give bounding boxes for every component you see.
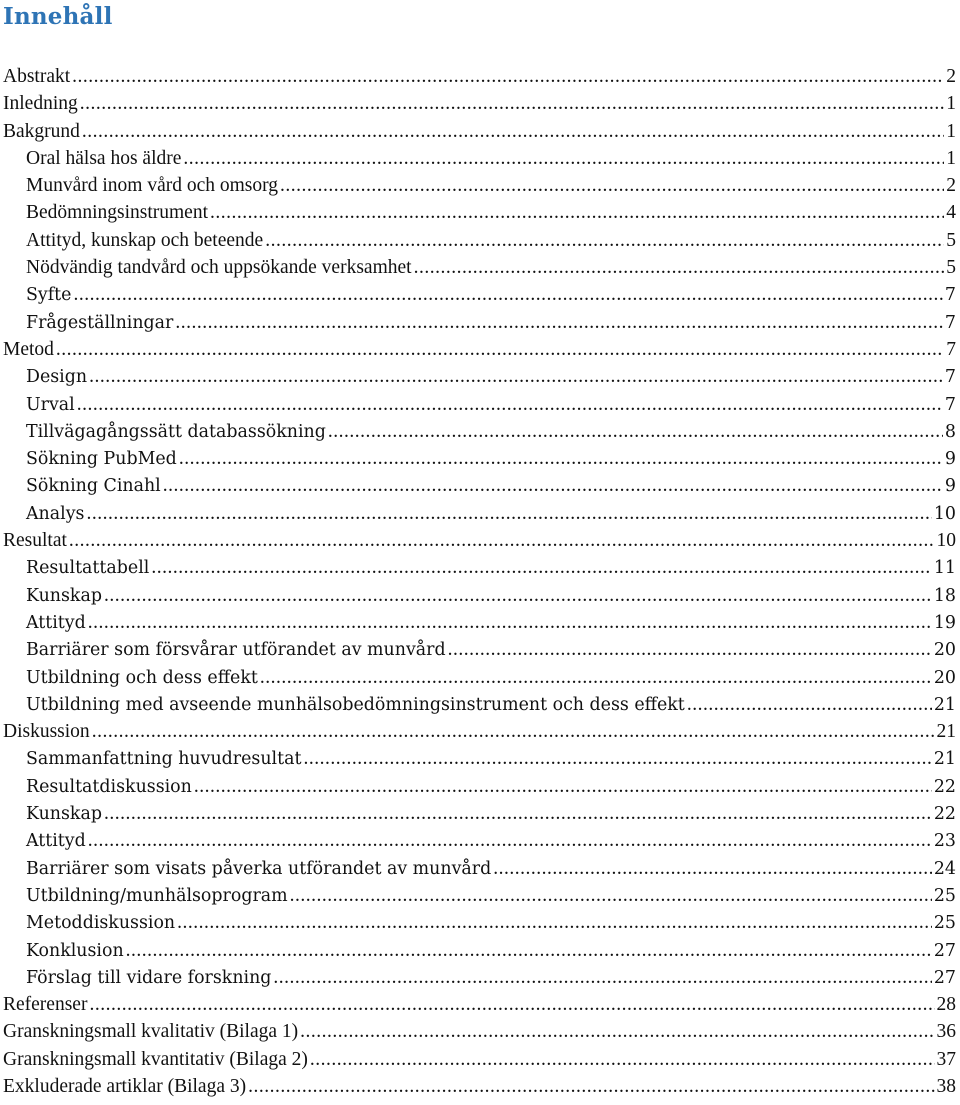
toc-entry[interactable] — [3, 418, 956, 445]
toc-entry[interactable] — [3, 336, 956, 363]
toc-entry[interactable] — [3, 745, 956, 772]
toc-entry-page-number: 36 — [936, 1021, 956, 1043]
toc-entry-page-number: 5 — [946, 257, 956, 279]
toc-entry-page-number: 8 — [944, 421, 956, 442]
toc-entry-page-number: 25 — [933, 885, 956, 906]
toc-dot-leader — [310, 1046, 935, 1073]
toc-dot-leader — [126, 937, 932, 964]
toc-entry-title[interactable]: Inledning — [3, 93, 78, 115]
toc-entry-page-number: 24 — [933, 858, 956, 879]
toc-entry-page-number: 10 — [936, 530, 956, 552]
toc-dot-leader — [151, 554, 932, 581]
toc-entry-title[interactable]: Konklusion — [26, 940, 124, 961]
toc-dot-leader — [89, 363, 943, 390]
toc-entry-page-number: 9 — [944, 449, 956, 470]
toc-dot-leader — [300, 1018, 934, 1045]
toc-dot-leader — [248, 1073, 934, 1100]
toc-entry[interactable] — [3, 90, 956, 117]
toc-entry[interactable] — [3, 118, 956, 145]
toc-entry-title[interactable]: Bedömningsinstrument — [26, 202, 208, 224]
toc-entry-page-number: 37 — [936, 1048, 956, 1070]
toc-entry-page-number: 25 — [933, 913, 956, 934]
toc-dot-leader — [290, 882, 932, 909]
toc-entry-page-number: 27 — [933, 940, 956, 961]
toc-entry-title[interactable]: Oral hälsa hos äldre — [26, 147, 182, 169]
toc-entry[interactable] — [3, 773, 956, 800]
toc-entry-title[interactable]: Kunskap — [26, 585, 102, 606]
toc-entry-title[interactable]: Bakgrund — [3, 120, 80, 142]
toc-entry[interactable] — [3, 199, 956, 226]
toc-entry-title[interactable]: Urval — [26, 394, 75, 415]
toc-entry-title[interactable]: Barriärer som försvårar utförandet av munvård — [26, 640, 446, 661]
toc-heading: Innehåll — [3, 3, 113, 30]
toc-entry-page-number: 7 — [944, 312, 956, 333]
toc-dot-leader — [73, 281, 942, 308]
toc-dot-leader — [303, 745, 931, 772]
toc-entry[interactable] — [3, 882, 956, 909]
toc-entry[interactable] — [3, 800, 956, 827]
toc-dot-leader — [280, 172, 944, 199]
toc-entry-title[interactable]: Utbildning/munhälsoprogram — [26, 885, 288, 906]
toc-entry[interactable] — [3, 855, 956, 882]
toc-entry-title[interactable]: Resultattabell — [26, 558, 150, 579]
toc-entry-title[interactable]: Attityd — [26, 612, 86, 633]
toc-entry-page-number: 7 — [944, 394, 956, 415]
toc-entry-page-number: 7 — [946, 338, 956, 360]
toc-entry-title[interactable]: Analys — [26, 503, 85, 524]
toc-entry-title[interactable]: Utbildning och dess effekt — [26, 667, 258, 688]
toc-entry-title[interactable]: Metoddiskussion — [26, 913, 176, 934]
toc-entry[interactable] — [3, 636, 956, 663]
toc-dot-leader — [82, 118, 944, 145]
toc-entry[interactable] — [3, 718, 956, 745]
toc-entry-page-number: 1 — [946, 93, 956, 115]
toc-entry[interactable] — [3, 1073, 956, 1100]
toc-entry[interactable] — [3, 445, 956, 472]
toc-entry-title[interactable]: Abstrakt — [3, 66, 71, 87]
toc-entry[interactable] — [3, 63, 956, 90]
toc-entry[interactable] — [3, 254, 956, 281]
toc-entry-page-number: 4 — [946, 202, 956, 224]
toc-entry-title[interactable]: Sökning PubMed — [26, 449, 177, 470]
toc-dot-leader — [80, 90, 945, 117]
toc-entry[interactable] — [3, 500, 956, 527]
toc-entry-title[interactable]: Frågeställningar — [26, 312, 174, 333]
toc-entry-title[interactable]: Metod — [3, 338, 54, 360]
toc-entry-page-number: 7 — [944, 367, 956, 388]
toc-entry-page-number: 9 — [944, 476, 956, 497]
toc-entry-title[interactable]: Syfte — [26, 285, 72, 306]
toc-entry[interactable] — [3, 145, 956, 172]
toc-dot-leader — [69, 527, 935, 554]
toc-entry[interactable] — [3, 691, 956, 718]
toc-dot-leader — [448, 636, 932, 663]
toc-entry[interactable] — [3, 909, 956, 936]
toc-entry-page-number: 22 — [933, 804, 956, 825]
toc-entry-page-number: 7 — [944, 285, 956, 306]
toc-dot-leader — [273, 964, 931, 991]
toc-entry-page-number: 21 — [933, 694, 956, 715]
toc-entry-page-number: 2 — [946, 66, 956, 87]
toc-dot-leader — [104, 582, 932, 609]
toc-entry-page-number: 38 — [936, 1075, 956, 1097]
toc-entry-page-number: 2 — [946, 175, 956, 197]
toc-entry-title[interactable]: Resultat — [3, 530, 67, 552]
toc-entry[interactable] — [3, 227, 956, 254]
toc-dot-leader — [89, 991, 934, 1018]
toc-entry-page-number: 10 — [933, 503, 956, 524]
toc-dot-leader — [210, 199, 944, 226]
toc-entry-title[interactable]: Resultatdiskussion — [26, 776, 192, 797]
toc-entry[interactable] — [3, 1046, 956, 1073]
toc-entry[interactable] — [3, 472, 956, 499]
toc-entry-title[interactable]: Nödvändig tandvård och uppsökande verksamhet — [26, 257, 412, 279]
toc-entry[interactable] — [3, 1018, 956, 1045]
toc-entry[interactable] — [3, 363, 956, 390]
toc-entry[interactable] — [3, 609, 956, 636]
toc-entry-page-number: 23 — [933, 831, 956, 852]
toc-dot-leader — [163, 472, 943, 499]
toc-dot-leader — [414, 254, 945, 281]
toc-entry-title[interactable]: Utbildning med avseende munhälsobedömningsinstrument och dess effekt — [26, 694, 685, 715]
toc-entry-title[interactable]: Kunskap — [26, 804, 102, 825]
toc-dot-leader — [194, 773, 932, 800]
toc-dot-leader — [179, 445, 943, 472]
toc-entry-title[interactable]: Attityd, kunskap och beteende — [26, 229, 264, 251]
toc-entry-page-number: 20 — [933, 640, 956, 661]
toc-entry-page-number: 1 — [946, 120, 956, 142]
toc-dot-leader — [72, 63, 944, 90]
toc-entry-title[interactable]: Sökning Cinahl — [26, 476, 161, 497]
toc-dot-leader — [92, 718, 935, 745]
toc-dot-leader — [183, 145, 944, 172]
toc-entry[interactable] — [3, 582, 956, 609]
toc-entry-title[interactable]: Diskussion — [3, 721, 90, 743]
toc-entry[interactable] — [3, 281, 956, 308]
toc-entry-title[interactable]: Exkluderade artiklar (Bilaga 3) — [3, 1075, 247, 1097]
toc-dot-leader — [493, 855, 932, 882]
toc-dot-leader — [177, 909, 932, 936]
toc-entry[interactable] — [3, 827, 956, 854]
toc-dot-leader — [260, 664, 932, 691]
toc-dot-leader — [77, 391, 943, 418]
toc-entry-page-number: 22 — [933, 776, 956, 797]
toc-entry-title[interactable]: Granskningsmall kvalitativ (Bilaga 1) — [3, 1021, 299, 1043]
toc-entry[interactable] — [3, 991, 956, 1018]
toc-dot-leader — [56, 336, 944, 363]
toc-dot-leader — [175, 309, 943, 336]
toc-dot-leader — [86, 500, 931, 527]
toc-entry[interactable] — [3, 391, 956, 418]
toc-entry-page-number: 21 — [936, 721, 956, 743]
table-of-contents — [3, 63, 956, 1100]
toc-entry-title[interactable]: Attityd — [26, 831, 86, 852]
toc-entry[interactable] — [3, 964, 956, 991]
toc-entry-page-number: 20 — [933, 667, 956, 688]
toc-dot-leader — [104, 800, 932, 827]
toc-entry[interactable] — [3, 664, 956, 691]
toc-entry-page-number: 19 — [933, 612, 956, 633]
toc-entry[interactable] — [3, 172, 956, 199]
toc-entry-page-number: 21 — [933, 749, 956, 770]
toc-dot-leader — [687, 691, 932, 718]
toc-entry-page-number: 27 — [933, 967, 956, 988]
toc-entry-page-number: 18 — [933, 585, 956, 606]
toc-entry-title[interactable]: Sammanfattning huvudresultat — [26, 749, 302, 770]
toc-entry-page-number: 28 — [936, 994, 956, 1016]
toc-dot-leader — [265, 227, 944, 254]
toc-entry[interactable] — [3, 309, 956, 336]
toc-entry-page-number: 11 — [933, 558, 956, 579]
toc-entry-title[interactable]: Barriärer som visats påverka utförandet av munvård — [26, 858, 492, 879]
toc-entry-title[interactable]: Tillvägagångssätt databassökning — [26, 421, 326, 442]
toc-entry-title[interactable]: Granskningsmall kvantitativ (Bilaga 2) — [3, 1048, 308, 1070]
toc-dot-leader — [328, 418, 943, 445]
toc-dot-leader — [88, 609, 932, 636]
toc-entry-title[interactable]: Referenser — [3, 994, 88, 1016]
toc-entry[interactable] — [3, 937, 956, 964]
toc-entry-title[interactable]: Munvård inom vård och omsorg — [26, 175, 279, 197]
toc-entry[interactable] — [3, 554, 956, 581]
toc-entry-title[interactable]: Design — [26, 367, 88, 388]
toc-entry-page-number: 1 — [946, 147, 956, 169]
toc-dot-leader — [88, 827, 932, 854]
toc-entry-page-number: 5 — [946, 229, 956, 251]
toc-entry[interactable] — [3, 527, 956, 554]
toc-entry-title[interactable]: Förslag till vidare forskning — [26, 967, 272, 988]
